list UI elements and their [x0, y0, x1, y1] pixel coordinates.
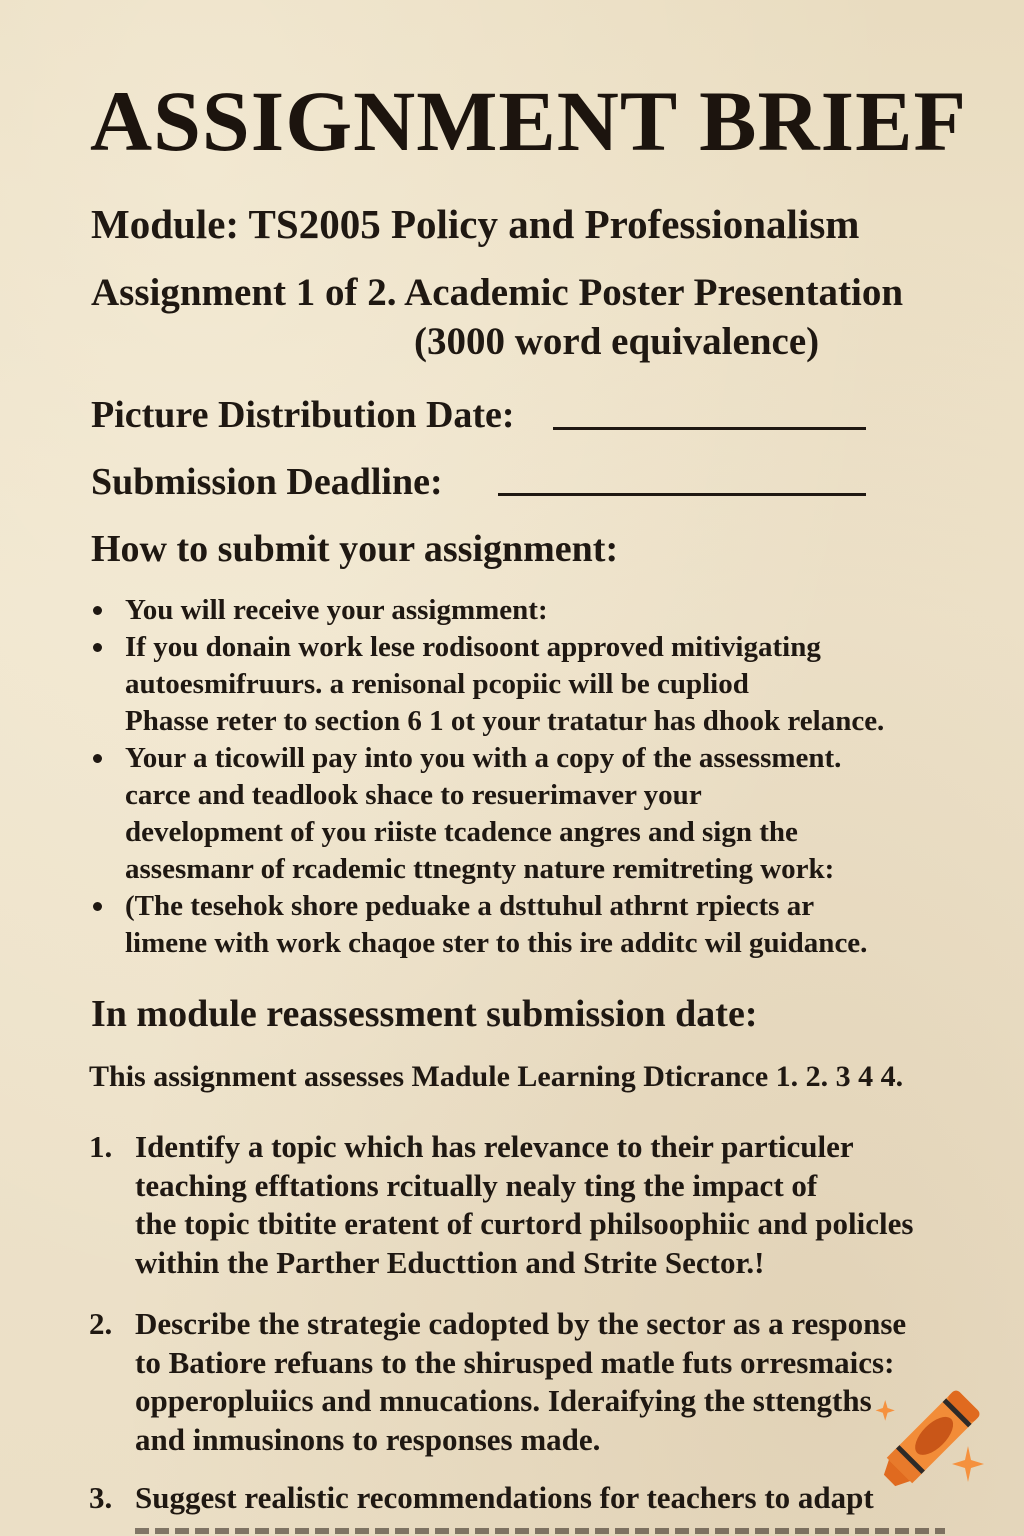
submission-deadline-blank[interactable] — [498, 493, 866, 496]
task-item-1 — [89, 1128, 1009, 1282]
task-line: opperopluiics and mnucations. Ideraifying the sttengths — [135, 1383, 872, 1418]
bullet-line: development of you riiste tcadence angres and sign the — [125, 816, 798, 848]
task-number: 2. — [89, 1306, 113, 1341]
how-to-submit-heading: How to submit your assignment: — [91, 528, 619, 570]
assignment-line: Assignment 1 of 2. Academic Poster Presentation — [91, 271, 904, 314]
bullet-item — [91, 592, 991, 629]
bullet-line: carce and teadlook shace to resuerimaver your — [125, 779, 702, 811]
bullet-dot-icon — [93, 606, 102, 615]
task-line: Identify a topic which has relevance to their particuler — [135, 1129, 854, 1164]
word-equivalence: (3000 word equivalence) — [414, 320, 820, 363]
bullet-line: assesmanr of rcademic ttnegnty nature remitreting work: — [125, 853, 835, 885]
reassessment-heading: In module reassessment submission date: — [91, 993, 758, 1035]
submission-deadline-label: Submission Deadline: — [91, 461, 443, 503]
bullet-line: If you donain work lese rodisoont approved mitivigating — [125, 631, 821, 663]
task-line: within the Parther Educttion and Strite Sector.! — [135, 1244, 765, 1280]
task-number: 3. — [89, 1480, 113, 1515]
distribution-date-label: Picture Distribution Date: — [91, 394, 515, 436]
bullet-line: autoesmifruurs. a renisonal pcopiic will be cupliod — [125, 668, 749, 700]
bullet-item — [91, 740, 991, 888]
learning-outcomes-line: This assignment assesses Madule Learning Dticrance 1. 2. 3 4 4. — [89, 1060, 904, 1093]
task-line: and inmusinons to responses made. — [135, 1421, 601, 1457]
submission-bullet-list — [91, 592, 991, 962]
cut-off-text-line — [135, 1522, 945, 1536]
distribution-date-blank[interactable] — [553, 427, 866, 430]
task-line: the topic tbitite eratent of curtord philsoophiic and policles — [135, 1206, 914, 1241]
bullet-line: Phasse reter to section 6 1 ot your tratatur has dhook relance. — [125, 705, 885, 737]
task-line: teaching efftations rcitually nealy ting the impact of — [135, 1167, 818, 1203]
bullet-line: Your a ticowill pay into you with a copy of the assessment. — [125, 742, 842, 774]
bullet-dot-icon — [93, 754, 102, 763]
bullet-item — [91, 888, 991, 962]
bullet-line: You will receive your assigmment: — [125, 594, 548, 626]
task-number: 1. — [89, 1129, 113, 1164]
bullet-dot-icon — [93, 902, 102, 911]
bullet-line: limene with work chaqoe ster to this ire additc wil guidance. — [125, 927, 868, 959]
task-line: Suggest realistic recommendations for teachers to adapt — [135, 1480, 874, 1515]
bullet-line: (The tesehok shore peduake a dsttuhul athrnt rpiects ar — [125, 890, 815, 922]
bullet-dot-icon — [93, 643, 102, 652]
task-line: to Batiore refuans to the shirusped matle futs orresmaics: — [135, 1344, 895, 1380]
document-title: ASSIGNMENT BRIEF — [90, 73, 968, 169]
crayon-icon — [862, 1378, 992, 1508]
task-line: Describe the strategie cadopted by the sector as a response — [135, 1306, 907, 1341]
bullet-item — [91, 629, 991, 740]
module-line: Module: TS2005 Policy and Professionalism — [91, 201, 860, 247]
